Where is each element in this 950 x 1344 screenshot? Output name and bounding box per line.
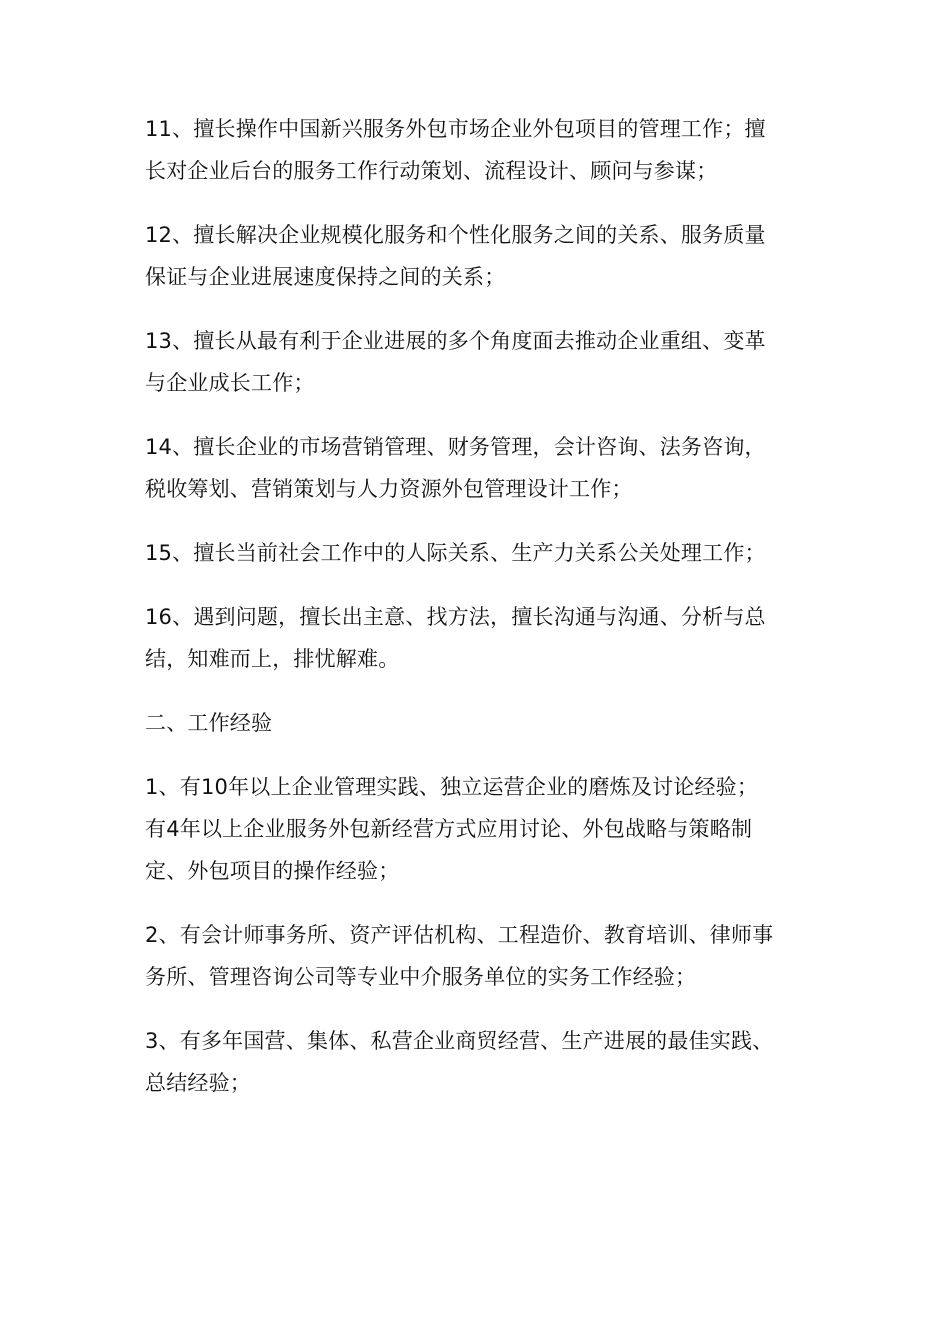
paragraph-line: 2、有会计师事务所、资产评估机构、工程造价、教育培训、律师事 (145, 923, 774, 947)
paragraph-line: 有4年以上企业服务外包新经营方式应用讨论、外包战略与策略制 (145, 817, 753, 841)
section-heading (145, 702, 810, 744)
paragraph-line: 15、擅长当前社会工作中的人际关系、生产力关系公关处理工作； (145, 541, 766, 565)
paragraph-item-14 (145, 426, 810, 510)
paragraph-line: 12、擅长解决企业规模化服务和个性化服务之间的关系、服务质量 (145, 223, 766, 247)
paragraph-line: 3、有多年国营、集体、私营企业商贸经营、生产进展的最佳实践、 (145, 1029, 774, 1053)
paragraph-line: 结，知难而上，排忧解难。 (145, 647, 400, 671)
paragraph-line: 11、擅长操作中国新兴服务外包市场企业外包项目的管理工作；擅 (145, 117, 766, 141)
experience-item-2 (145, 914, 810, 998)
paragraph-line: 1、有10年以上企业管理实践、独立运营企业的磨炼及讨论经验； (145, 775, 759, 799)
paragraph-line: 14、擅长企业的市场营销管理、财务管理，会计咨询、法务咨询， (145, 435, 766, 459)
paragraph-line: 税收筹划、营销策划与人力资源外包管理设计工作； (145, 477, 633, 501)
paragraph-line: 保证与企业进展速度保持之间的关系； (145, 265, 506, 289)
paragraph-line: 13、擅长从最有利于企业进展的多个角度面去推动企业重组、变革 (145, 329, 766, 353)
paragraph-line: 务所、管理咨询公司等专业中介服务单位的实务工作经验； (145, 965, 697, 989)
paragraph-line: 与企业成长工作； (145, 371, 315, 395)
paragraph-line: 16、遇到问题，擅长出主意、找方法，擅长沟通与沟通、分析与总 (145, 605, 766, 629)
paragraph-line: 长对企业后台的服务工作行动策划、流程设计、顾问与参谋； (145, 159, 718, 183)
paragraph-item-12 (145, 214, 810, 298)
paragraph-item-11 (145, 108, 810, 192)
paragraph-item-13 (145, 320, 810, 404)
document-body (145, 108, 810, 1104)
paragraph-line: 定、外包项目的操作经验； (145, 859, 400, 883)
paragraph-item-15 (145, 532, 810, 574)
paragraph-line: 总结经验； (145, 1071, 251, 1095)
section-heading-text: 二、工作经验 (145, 711, 273, 735)
experience-item-3 (145, 1020, 810, 1104)
experience-item-1 (145, 766, 810, 892)
paragraph-item-16 (145, 596, 810, 680)
